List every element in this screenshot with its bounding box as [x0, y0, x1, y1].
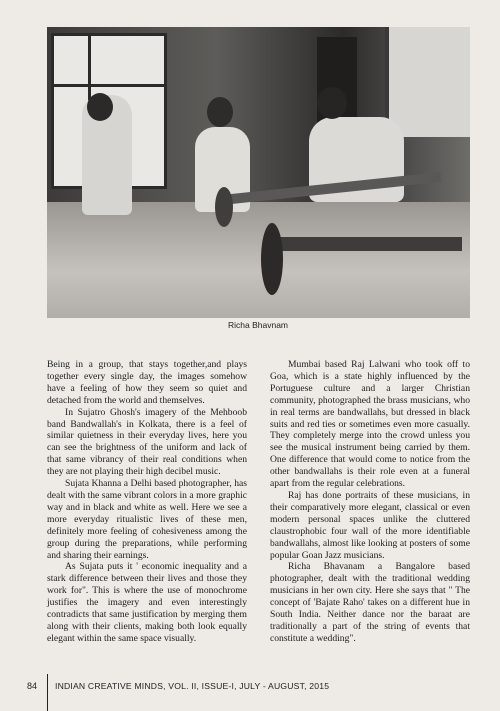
bandwallahs-photo [47, 27, 470, 318]
photo-horn-lower-bell [261, 223, 283, 295]
photo-musician-center-head [207, 97, 233, 127]
publication-footer: INDIAN CREATIVE MINDS, VOL. II, ISSUE-I, JULY - AUGUST, 2015 [55, 681, 330, 691]
photo-window-right [385, 27, 470, 137]
paragraph: Sujata Khanna a Delhi based photographer, has dealt with the same vibrant colors in a more graphic way and in black and white as well. Here we see a more everyday ritualistic lives of these men, definitely more feeling of cohesiveness among the group during the preparations, while performing and sharing their earnings. [47, 478, 247, 561]
page-number: 84 [27, 681, 38, 691]
photo-musician-left-head [87, 93, 113, 121]
article-column-left [47, 359, 247, 645]
paragraph: As Sujata puts it ' economic inequality and a stark difference between their lives and those they work for". This is where the use of monochrome justifies the imagery and even interestingly contradicts that same justification by merging them along with their clients, making both look equally elegant within the same space visually. [47, 561, 247, 644]
paragraph: Raj has done portraits of these musicians, in their comparatively more elegant, classical or even modern personal spaces unlike the cluttered claustrophobic four wall of the more identifiable bandwallahs, almost like looking at posters of some popular Goan Jazz musicians. [270, 489, 470, 561]
paragraph: Being in a group, that stays together,and plays together every single day, the images somehow have a feeling of how they seem so quiet and detached from the world and themselves. [47, 359, 247, 406]
article-column-right [270, 359, 470, 645]
photo-musician-right-head [317, 87, 347, 119]
paragraph: Mumbai based Raj Lalwani who took off to Goa, which is a state highly influenced by the Portuguese culture and a larger Christian community, photographed the brass musicians, who in real terms are bandwallahs, but dressed in black suits and red ties or sometimes even more casually. They completely merge into the crowd unless you see the musical instrument being carried by them. One difference that would come to notice from the other bandwallahs is their role even at a funeral apart from the regular celebrations. [270, 359, 470, 490]
photo-floor [47, 202, 470, 318]
photo-credit: Richa Bhavnam [228, 320, 289, 330]
footer-divider [47, 674, 48, 711]
paragraph: In Sujatro Ghosh's imagery of the Mehboob band Bandwallah's in Kolkata, there is a feel of similar quietness in their everyday lives, here you can see the brightness of the uniform and lack of that same vibrancy of their real conditions when they are not playing their high decibel music. [47, 406, 247, 478]
photo-horn-lower [267, 237, 462, 251]
photo-horn-upper-bell [215, 187, 233, 227]
paragraph: Richa Bhavanam a Bangalore based photographer, dealt with the traditional wedding musicians in her own city. Here she says that " The concept of 'Bajate Raho' takes on a different hue in South India. Neither dance nor the baraat are traditionally a part of the string of events that constitute a wedding". [270, 561, 470, 644]
